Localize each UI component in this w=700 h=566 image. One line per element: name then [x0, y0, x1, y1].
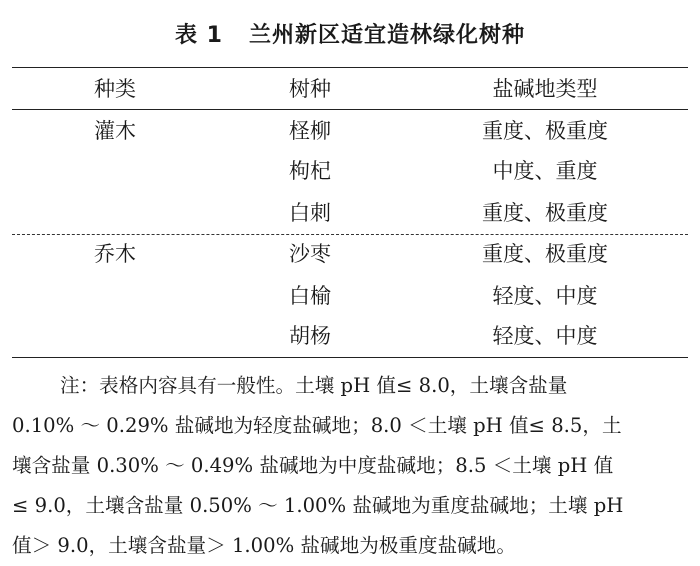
footnote-line: 值＞ 9.0，土壤含盐量＞ 1.00% 盐碱地为极重度盐碱地。 — [12, 534, 516, 557]
header-saline-type: 盐碱地类型 — [492, 77, 598, 101]
table-row-species: 白刺 — [289, 201, 331, 225]
footnote-line: ≤ 9.0，土壤含盐量 0.50% ～ 1.00% 盐碱地为重度盐碱地；土壤 pH — [12, 494, 624, 517]
table-row-saline-type: 中度、重度 — [492, 159, 598, 183]
group-kind-tree: 乔木 — [94, 242, 136, 266]
table-row-saline-type: 轻度、中度 — [492, 284, 598, 308]
table-row-species: 胡杨 — [289, 324, 331, 348]
table-row-saline-type: 重度、极重度 — [482, 201, 608, 225]
table-title-text: 兰州新区适宜造林绿化树种 — [248, 23, 525, 48]
header-species: 树种 — [289, 77, 331, 101]
table-row-species: 沙枣 — [289, 242, 331, 266]
table-footnote — [12, 366, 688, 566]
table-row-saline-type: 轻度、中度 — [492, 324, 598, 348]
footnote-line: 壤含盐量 0.30% ～ 0.49% 盐碱地为中度盐碱地；8.5 ＜土壤 pH 值 — [12, 454, 614, 477]
group-divider — [12, 234, 688, 235]
group-kind-shrub: 灌木 — [94, 119, 136, 143]
table-number: 表 1 — [175, 23, 223, 48]
header-rule — [12, 109, 688, 110]
top-rule — [12, 67, 688, 68]
table-row-saline-type: 重度、极重度 — [482, 242, 608, 266]
bottom-rule — [12, 357, 688, 358]
table-row-species: 柽柳 — [289, 119, 331, 143]
table-row-saline-type: 重度、极重度 — [482, 119, 608, 143]
header-kind: 种类 — [94, 77, 136, 101]
footnote-line: 0.10% ～ 0.29% 盐碱地为轻度盐碱地；8.0 ＜土壤 pH 值≤ 8.5，土 — [12, 414, 622, 437]
table-row-species: 枸杞 — [289, 159, 331, 183]
footnote-line: 注：表格内容具有一般性。土壤 pH 值≤ 8.0，土壤含盐量 — [60, 374, 568, 397]
table-title — [0, 18, 700, 49]
table-row-species: 白榆 — [289, 284, 331, 308]
